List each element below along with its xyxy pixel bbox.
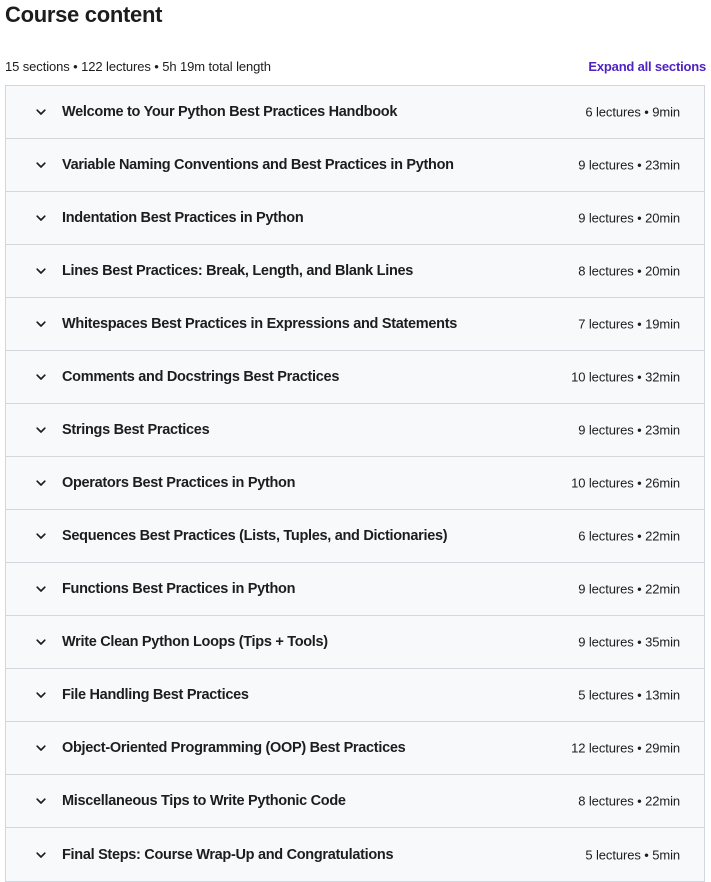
section-meta: 5 lectures • 5min <box>585 847 680 862</box>
section-meta: 8 lectures • 22min <box>578 793 680 809</box>
chevron-down-icon[interactable] <box>34 688 48 702</box>
section-title: Write Clean Python Loops (Tips + Tools) <box>62 634 328 650</box>
section-row[interactable] <box>6 139 704 192</box>
section-meta: 9 lectures • 35min <box>578 634 680 650</box>
section-title: Miscellaneous Tips to Write Pythonic Code <box>62 793 346 809</box>
section-row[interactable] <box>6 457 704 510</box>
section-meta: 9 lectures • 20min <box>578 210 680 226</box>
chevron-down-icon[interactable] <box>34 370 48 384</box>
chevron-down-icon[interactable] <box>34 582 48 596</box>
section-list <box>5 85 705 882</box>
section-row[interactable] <box>6 404 704 457</box>
chevron-down-icon[interactable] <box>34 848 48 862</box>
section-row[interactable] <box>6 86 704 139</box>
chevron-down-icon[interactable] <box>34 476 48 490</box>
chevron-down-icon[interactable] <box>34 317 48 331</box>
section-meta: 10 lectures • 26min <box>571 475 680 491</box>
section-row[interactable] <box>6 351 704 404</box>
section-meta: 8 lectures • 20min <box>578 263 680 279</box>
chevron-down-icon[interactable] <box>34 423 48 437</box>
section-title: Sequences Best Practices (Lists, Tuples, and Dictionaries) <box>62 528 448 544</box>
chevron-down-icon[interactable] <box>34 158 48 172</box>
section-row[interactable] <box>6 298 704 351</box>
section-title: Lines Best Practices: Break, Length, and Blank Lines <box>62 263 414 279</box>
course-summary-text: 15 sections • 122 lectures • 5h 19m total length <box>5 58 271 74</box>
chevron-down-icon[interactable] <box>34 741 48 755</box>
section-row[interactable] <box>6 828 704 881</box>
section-row[interactable] <box>6 722 704 775</box>
section-title: Indentation Best Practices in Python <box>62 210 304 226</box>
course-summary-bar <box>5 56 706 76</box>
section-meta: 6 lectures • 22min <box>578 528 680 544</box>
section-meta: 9 lectures • 22min <box>578 581 680 597</box>
section-meta: 6 lectures • 9min <box>585 104 680 120</box>
section-row[interactable] <box>6 192 704 245</box>
section-row[interactable] <box>6 669 704 722</box>
section-row[interactable] <box>6 563 704 616</box>
chevron-down-icon[interactable] <box>34 105 48 119</box>
page-title: Course content <box>5 2 163 27</box>
chevron-down-icon[interactable] <box>34 794 48 808</box>
chevron-down-icon[interactable] <box>34 211 48 225</box>
section-meta: 10 lectures • 32min <box>571 369 680 385</box>
section-row[interactable] <box>6 245 704 298</box>
section-meta: 9 lectures • 23min <box>578 157 680 173</box>
chevron-down-icon[interactable] <box>34 635 48 649</box>
expand-all-sections-button[interactable]: Expand all sections <box>588 58 706 74</box>
section-row[interactable] <box>6 616 704 669</box>
section-row[interactable] <box>6 510 704 563</box>
section-title: Operators Best Practices in Python <box>62 475 296 491</box>
chevron-down-icon[interactable] <box>34 529 48 543</box>
section-title: Strings Best Practices <box>62 422 210 438</box>
chevron-down-icon[interactable] <box>34 264 48 278</box>
section-title: Variable Naming Conventions and Best Practices in Python <box>62 157 454 173</box>
section-title: Welcome to Your Python Best Practices Handbook <box>62 104 398 120</box>
section-title: File Handling Best Practices <box>62 687 249 703</box>
section-meta: 5 lectures • 13min <box>578 687 680 703</box>
section-title: Whitespaces Best Practices in Expressions and Statements <box>62 316 457 332</box>
section-meta: 9 lectures • 23min <box>578 422 680 438</box>
section-row[interactable] <box>6 775 704 828</box>
section-title: Object-Oriented Programming (OOP) Best Practices <box>62 740 406 756</box>
section-title: Comments and Docstrings Best Practices <box>62 369 340 385</box>
section-meta: 12 lectures • 29min <box>571 740 680 756</box>
section-title: Functions Best Practices in Python <box>62 581 296 597</box>
section-meta: 7 lectures • 19min <box>578 316 680 332</box>
section-title: Final Steps: Course Wrap-Up and Congratulations <box>62 846 394 863</box>
